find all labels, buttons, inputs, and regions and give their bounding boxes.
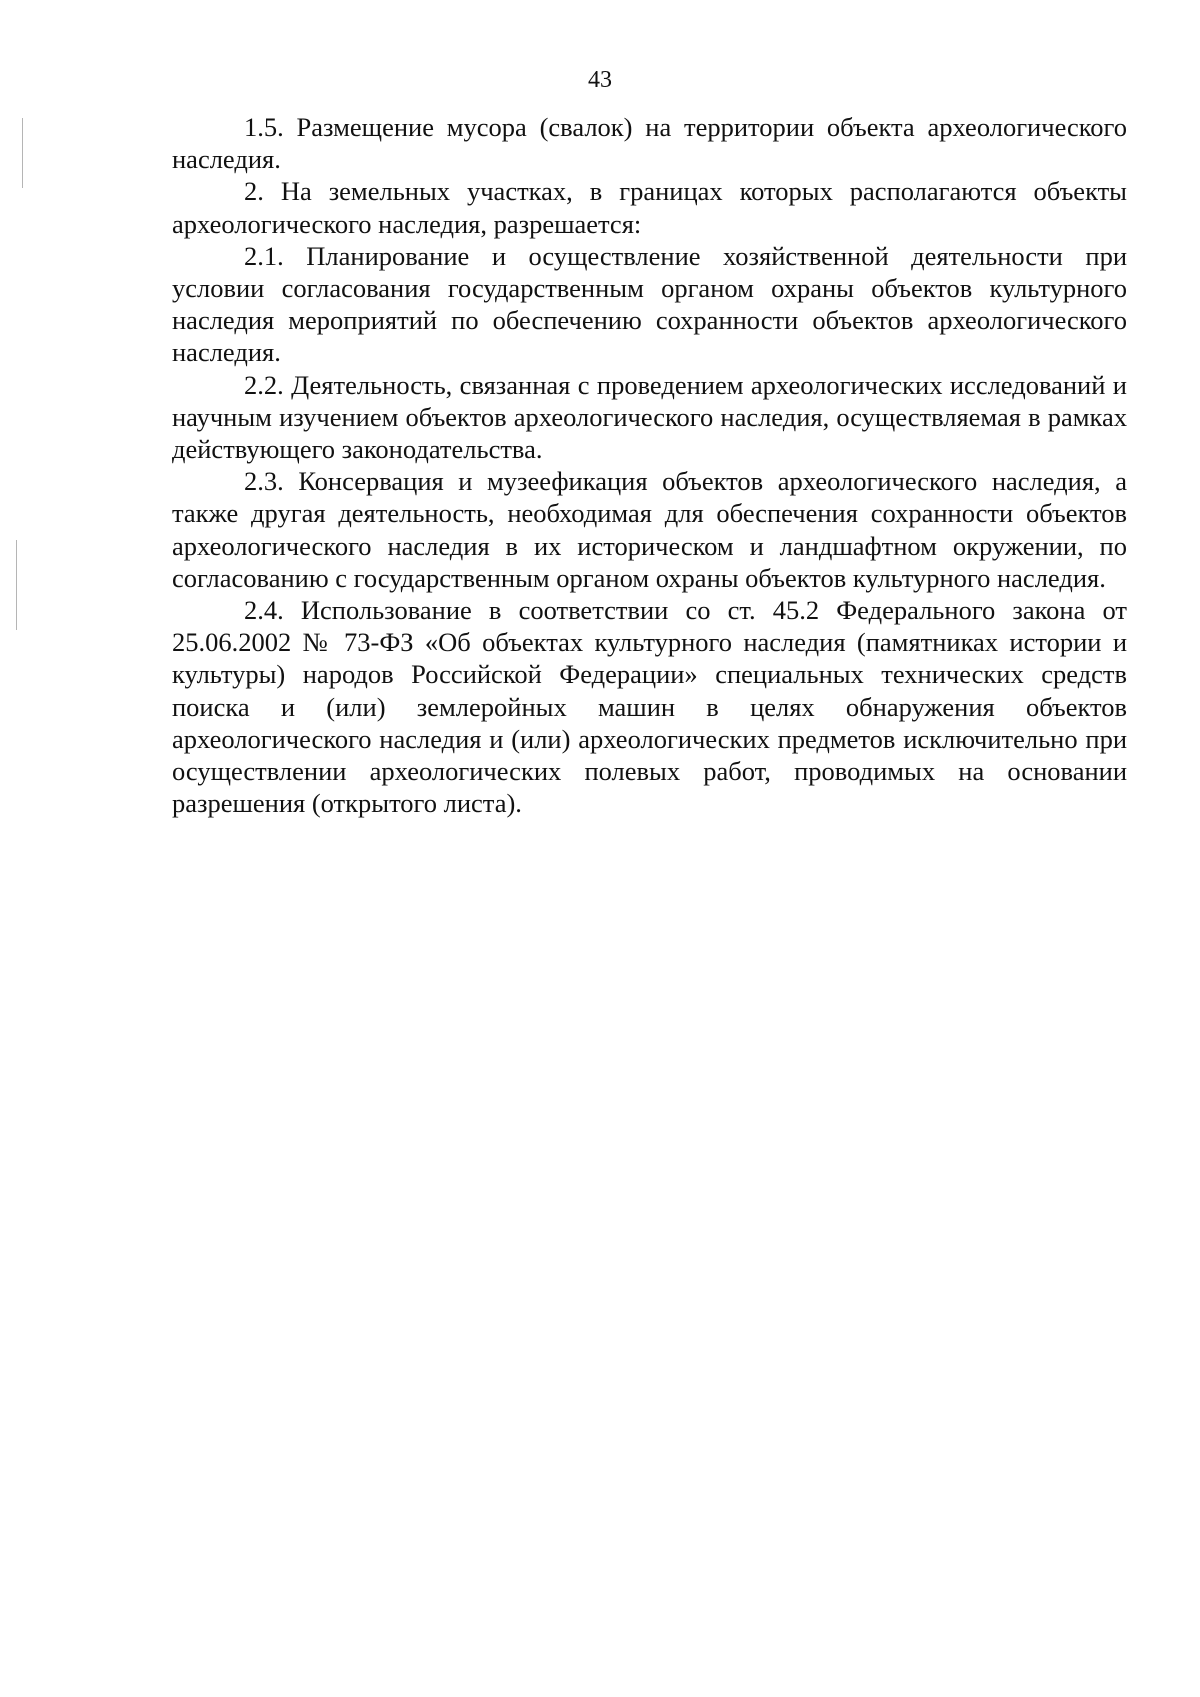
paragraph-2-1: 2.1. Планирование и осуществление хозяйственной деятельности при условии согласования государственным органом охраны объектов культурного наследия мероприятий по обеспечению сохранности объектов археологического наследия. bbox=[172, 240, 1127, 368]
scan-artifact-mark bbox=[22, 118, 23, 188]
paragraph-2-4: 2.4. Использование в соответствии со ст. 45.2 Федерального закона от 25.06.2002 № 73-ФЗ «Об объектах культурного наследия (памятниках истории и культуры) народов Российской Федерации» специальных технических средств поиска и (или) землеройных машин в целях обнаружения объектов археологического наследия и (или) археологических предметов исключительно при осуществлении археологических полевых работ, проводимых на основании разрешения (открытого листа). bbox=[172, 595, 1127, 819]
page-number: 43 bbox=[588, 67, 612, 93]
paragraph-2-3: 2.3. Консервация и музеефикация объектов археологического наследия, а также другая деятельность, необходимая для обеспечения сохранности объектов археологического наследия в их историческом и ландшафтном окружении, по согласованию с государственным органом охраны объектов культурного наследия. bbox=[172, 466, 1127, 593]
scan-artifact-mark bbox=[16, 540, 17, 630]
document-body bbox=[172, 111, 1127, 819]
paragraph-1-5: 1.5. Размещение мусора (свалок) на территории объекта археологического наследия. bbox=[172, 112, 1127, 175]
paragraph-2-2: 2.2. Деятельность, связанная с проведением археологических исследований и научным изучением объектов археологического наследия, осуществляемая в рамках действующего законодательства. bbox=[172, 369, 1127, 465]
paragraph-2: 2. На земельных участках, в границах которых располагаются объекты археологического наследия, разрешается: bbox=[172, 176, 1127, 239]
